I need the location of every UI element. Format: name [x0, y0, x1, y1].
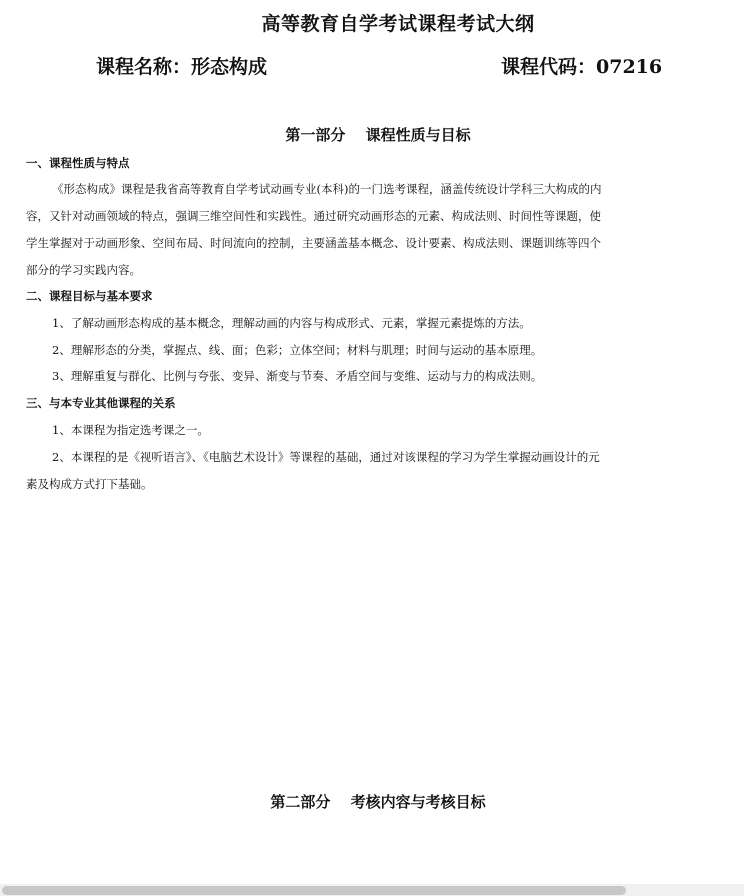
paragraph-line: 部分的学习实践内容。: [26, 263, 141, 277]
goal-item: 1、了解动画形态构成的基本概念，理解动画的内容与构成形式、元素，掌握元素提炼的方法。: [52, 316, 531, 330]
relation-item: 2、本课程的是《视听语言》、《电脑艺术设计》等课程的基础，通过对该课程的学习为学生掌握动画设计的元: [52, 450, 600, 464]
goal-item: 2、理解形态的分类，掌握点、线、面；色彩；立体空间；材料与肌理；时间与运动的基本原理。: [52, 343, 543, 357]
course-code: 课程代码：07216: [501, 56, 663, 78]
section-heading-goals: 二、课程目标与基本要求: [26, 289, 153, 303]
part-one-title: 第一部分 课程性质与目标: [285, 126, 471, 144]
relation-item-continuation: 素及构成方式打下基础。: [26, 477, 153, 491]
paragraph-line: 容，又针对动画领域的特点，强调三维空间性和实践性。通过研究动画形态的元素、构成法则、时间性等课题，使: [26, 209, 601, 223]
paragraph-line: 《形态构成》课程是我省高等教育自学考试动画专业(本科)的一门选考课程，涵盖传统设计学科三大构成的内: [52, 182, 602, 196]
document-title: 高等教育自学考试课程考试大纲: [261, 13, 535, 35]
goal-item: 3、理解重复与群化、比例与夸张、变异、渐变与节奏、矛盾空间与变维、运动与力的构成法则。: [52, 369, 543, 383]
paragraph-line: 学生掌握对于动画形象、空间布局、时间流向的控制，主要涵盖基本概念、设计要素、构成法则、课题训练等四个: [26, 236, 601, 250]
horizontal-scrollbar-thumb[interactable]: [2, 886, 626, 895]
part-two-title: 第二部分 考核内容与考核目标: [270, 793, 486, 811]
section-heading-relations: 三、与本专业其他课程的关系: [26, 396, 176, 410]
section-heading-nature: 一、课程性质与特点: [26, 156, 130, 170]
relation-item: 1、本课程为指定选考课之一。: [52, 423, 209, 437]
course-name: 课程名称：形态构成: [96, 56, 268, 78]
